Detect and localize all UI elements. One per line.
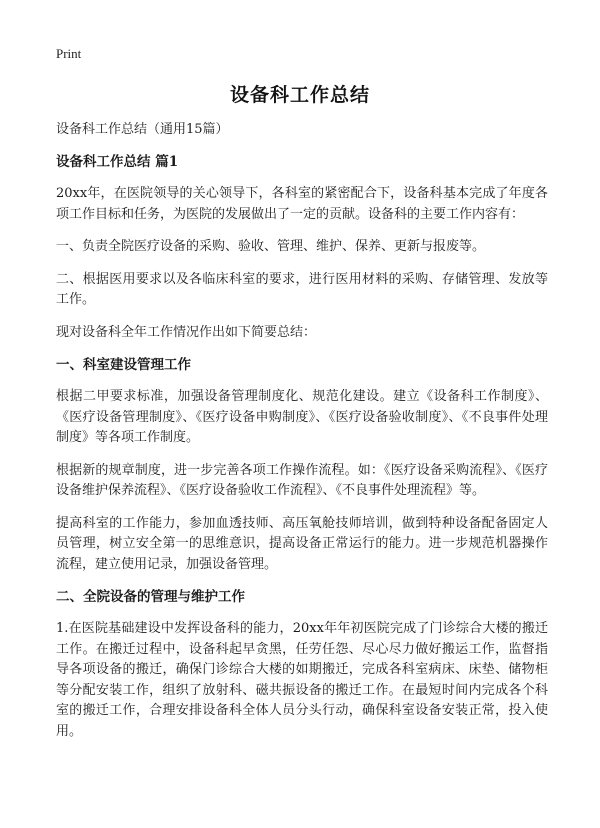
paragraph-intro: 20xx年，在医院领导的关心领导下，各科室的紧密配合下，设备科基本完成了年度各项工作目标和任务，为医院的发展做出了一定的贡献。设备科的主要工作内容有：: [56, 186, 548, 222]
page-title: 设备科工作总结: [229, 84, 370, 106]
section-heading-1: 一、科室建设管理工作: [56, 357, 191, 373]
document-body: [56, 120, 548, 754]
paragraph-duty-2: 二、根据医用要求以及各临床科室的要求，进行医用材料的采购、存储管理、发放等工作。: [56, 271, 548, 307]
paragraph-duty-1: 一、负责全院医疗设备的采购、验收、管理、维护、保养、更新与报废等。: [56, 239, 486, 254]
section-heading-2: 二、全院设备的管理与维护工作: [56, 589, 245, 605]
paragraph-summary-intro: 现对设备科全年工作情况作出如下简要总结：: [56, 324, 317, 340]
document-subtitle: 设备科工作总结（通用15篇）: [56, 122, 229, 137]
section1-paragraph: 提高科室的工作能力，参加血透技师、高压氧舱技师培训，做到特种设备配备固定人员管理，树立安全第一的思维意识，提高设备正常运行的能力。进一步规范机器操作流程，建立使用记录，加强设备管理。: [56, 515, 548, 572]
section1-paragraph: 根据二甲要求标准，加强设备管理制度化、规范化建设。建立《设备科工作制度》、《医疗设备管理制度》、《医疗设备申购制度》、《医疗设备验收制度》、《不良事件处理制度》等各项工作制度。: [56, 389, 548, 445]
article-heading: 设备科工作总结 篇1: [56, 154, 179, 170]
print-label: Print: [56, 46, 82, 61]
section2-paragraph: 1.在医院基础建设中发挥设备科的能力，20xx年年初医院完成了门诊综合大楼的搬迁工作。在搬迁过程中，设备科起早贪黑，任劳任怨、尽心尽力做好搬运工作，监督指导各项设备的搬迁，确保门诊综合大楼的如期搬迁，完成各科室病床、床垫、储物柜等分配安装工作，组织了放射科、磁共振设备的搬迁工作。在最短时间内完成各个科室的搬迁工作，合理安排设备科全体人员分头行动，确保科室设备安装正常，投入使用。: [56, 621, 548, 739]
section1-paragraph: 根据新的规章制度，进一步完善各项工作操作流程。如：《医疗设备采购流程》、《医疗设备维护保养流程》、《医疗设备验收工作流程》、《不良事件处理流程》等。: [56, 462, 548, 498]
